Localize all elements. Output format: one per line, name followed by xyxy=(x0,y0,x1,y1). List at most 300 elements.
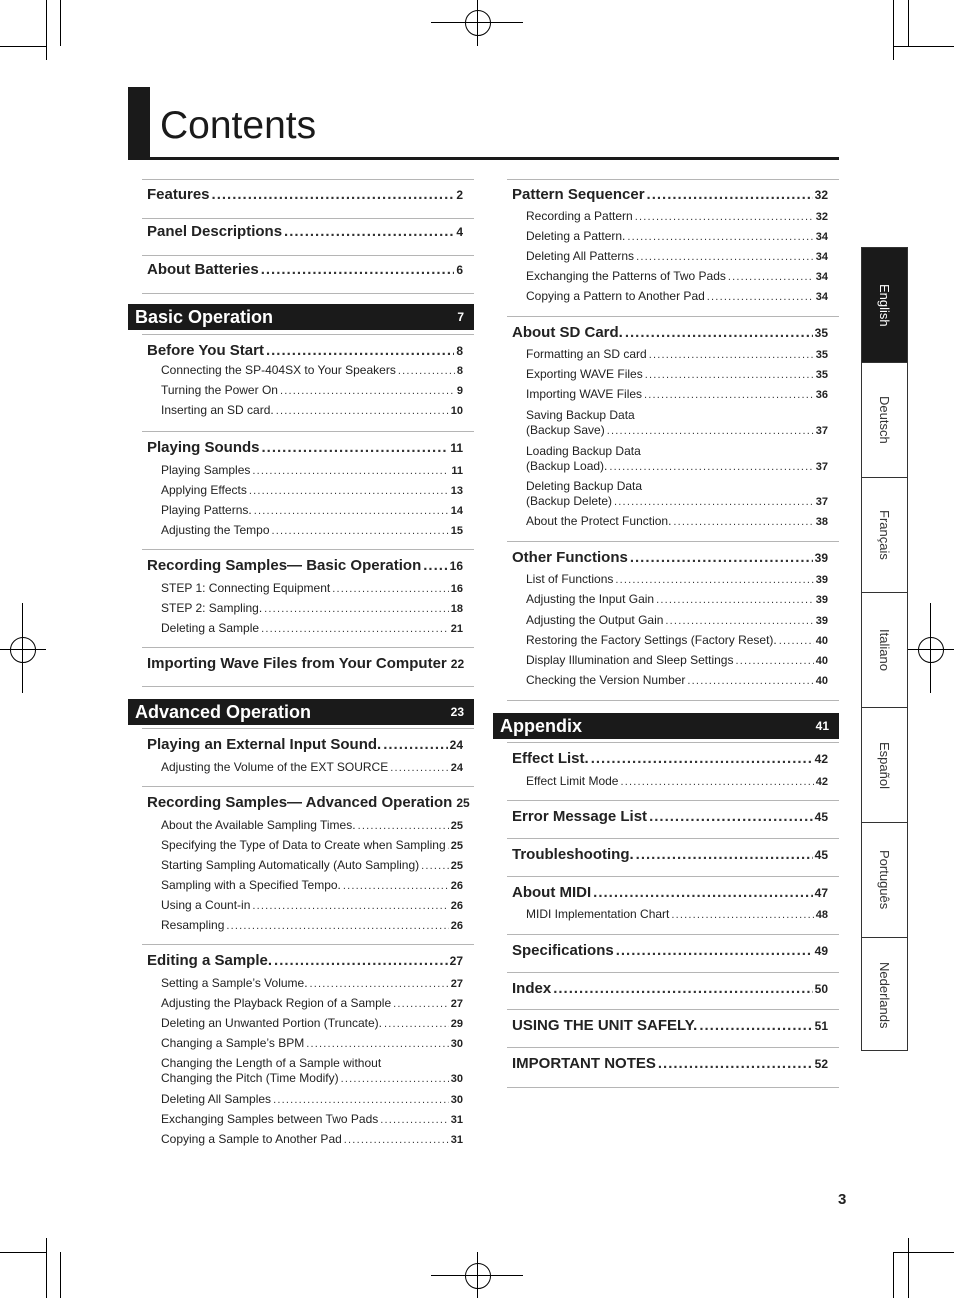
page-ref: 18 xyxy=(450,603,463,615)
leader-dots xyxy=(343,880,449,892)
toc-subentry[interactable] xyxy=(526,572,828,586)
leader-dots xyxy=(593,884,812,901)
toc-subentry[interactable] xyxy=(526,592,828,606)
section-page: 23 xyxy=(450,705,464,719)
leader-dots xyxy=(264,603,449,615)
page-ref: 32 xyxy=(814,188,828,202)
leader-dots xyxy=(393,998,449,1010)
page-ref: 11 xyxy=(451,465,463,477)
leader-dots xyxy=(380,1114,449,1126)
entry-label: Playing Samples xyxy=(161,463,251,477)
page-ref: 27 xyxy=(449,954,463,968)
toc-entry[interactable] xyxy=(512,324,828,341)
divider xyxy=(507,316,839,317)
leader-dots xyxy=(262,439,449,456)
divider xyxy=(507,1009,839,1010)
entry-label: MIDI Implementation Chart xyxy=(526,907,670,921)
toc-entry[interactable] xyxy=(147,223,463,240)
entry-label: Formatting an SD card xyxy=(526,347,647,361)
leader-dots xyxy=(671,909,813,921)
entry-label: About the Available Sampling Times. xyxy=(161,818,356,832)
leader-dots xyxy=(261,261,455,278)
page-ref: 9 xyxy=(456,385,463,397)
divider xyxy=(142,686,474,687)
toc-subentry[interactable] xyxy=(161,503,463,517)
leader-dots xyxy=(645,369,814,381)
divider xyxy=(507,700,839,701)
leader-dots xyxy=(699,1017,812,1034)
entry-label: Applying Effects xyxy=(161,483,247,497)
entry-label: Deleting All Patterns xyxy=(526,249,635,263)
entry-label: Features xyxy=(147,186,210,203)
entry-label: Adjusting the Output Gain xyxy=(526,613,664,627)
page-ref: 42 xyxy=(814,752,828,766)
divider xyxy=(507,838,839,839)
page-ref: 16 xyxy=(449,559,463,573)
page-ref: 26 xyxy=(450,880,463,892)
toc-entry[interactable] xyxy=(147,655,463,672)
leader-dots xyxy=(284,223,454,240)
page-ref: 30 xyxy=(450,1094,463,1106)
page-ref: 24 xyxy=(450,762,463,774)
toc-subentry[interactable] xyxy=(161,996,463,1010)
entry-label: Before You Start xyxy=(147,342,264,359)
divider xyxy=(142,431,474,432)
page-ref: 34 xyxy=(815,271,828,283)
leader-dots xyxy=(649,349,814,361)
language-tab-label: Italiano xyxy=(877,629,892,671)
leader-dots xyxy=(252,900,448,912)
leader-dots xyxy=(254,505,449,517)
toc-subentry[interactable] xyxy=(161,463,463,477)
page-ref: 21 xyxy=(450,623,463,635)
page-ref: 31 xyxy=(450,1134,463,1146)
page-ref: 50 xyxy=(814,982,828,996)
toc-entry[interactable] xyxy=(147,736,463,753)
page-ref: 8 xyxy=(456,344,463,358)
toc-subentry[interactable] xyxy=(526,459,828,473)
entry-label: Playing Sounds xyxy=(147,439,260,456)
leader-dots xyxy=(647,186,813,203)
page-ref: 51 xyxy=(814,1019,828,1033)
entry-label: STEP 1: Connecting Equipment xyxy=(161,581,331,595)
entry-label: Checking the Version Number xyxy=(526,673,686,687)
page-ref: 34 xyxy=(815,291,828,303)
entry-label: Copying a Sample to Another Pad xyxy=(161,1132,342,1146)
toc-entry[interactable] xyxy=(147,952,463,969)
page-ref: 24 xyxy=(449,738,463,752)
toc-subentry[interactable] xyxy=(161,898,463,912)
section-label: Advanced Operation xyxy=(135,701,312,722)
language-tab[interactable] xyxy=(862,478,907,593)
toc-subentry[interactable] xyxy=(526,209,828,223)
toc-subentry[interactable] xyxy=(161,1036,463,1050)
toc-subentry[interactable] xyxy=(161,858,463,872)
entry-label: Editing a Sample. xyxy=(147,952,273,969)
leader-dots xyxy=(673,516,813,528)
language-tab-label: Español xyxy=(877,741,892,789)
leader-dots xyxy=(735,655,813,667)
toc-subentry[interactable] xyxy=(526,347,828,361)
page-ref: 14 xyxy=(450,505,463,517)
entry-label: Changing the Length of a Sample without xyxy=(161,1056,382,1070)
page-ref: 39 xyxy=(814,551,828,565)
page-ref: 35 xyxy=(815,349,828,361)
language-tab[interactable] xyxy=(862,708,907,823)
page-ref: 36 xyxy=(815,389,828,401)
language-tab[interactable] xyxy=(862,363,907,478)
entry-label: Resampling xyxy=(161,918,225,932)
language-tab-label: Nederlands xyxy=(877,962,892,1029)
page-ref: 31 xyxy=(450,1114,463,1126)
leader-dots xyxy=(398,365,455,377)
toc-entry[interactable] xyxy=(512,884,828,901)
page-ref: 29 xyxy=(450,1018,463,1030)
toc-subentry[interactable] xyxy=(161,818,463,832)
leader-dots xyxy=(609,461,813,473)
entry-label: Using a Count-in xyxy=(161,898,251,912)
leader-dots xyxy=(384,1018,449,1030)
entry-label: About Batteries xyxy=(147,261,259,278)
title-bar xyxy=(128,87,150,158)
language-tab-label: Deutsch xyxy=(877,396,892,444)
entry-label: Exchanging the Patterns of Two Pads xyxy=(526,269,726,283)
leader-dots xyxy=(344,1134,449,1146)
leader-dots xyxy=(423,557,447,574)
page-ref: 32 xyxy=(815,211,828,223)
page-ref: 27 xyxy=(450,998,463,1010)
toc-entry[interactable] xyxy=(512,808,828,825)
toc-subentry[interactable] xyxy=(161,483,463,497)
toc-subentry[interactable] xyxy=(526,633,828,647)
toc-subentry[interactable] xyxy=(526,367,828,381)
leader-dots xyxy=(627,231,813,243)
divider xyxy=(142,218,474,219)
page-ref: 34 xyxy=(815,251,828,263)
page-ref: 45 xyxy=(814,810,828,824)
leader-dots xyxy=(635,211,814,223)
toc-subentry[interactable] xyxy=(161,760,463,774)
entry-label: Inserting an SD card. xyxy=(161,403,274,417)
entry-label: About MIDI xyxy=(512,884,592,901)
toc-subentry[interactable] xyxy=(161,383,463,397)
toc-subentry[interactable] xyxy=(526,774,828,788)
entry-label: Connecting the SP-404SX to Your Speakers xyxy=(161,363,396,377)
entry-label: Other Functions xyxy=(512,549,628,566)
language-tab[interactable] xyxy=(862,593,907,708)
entry-label: List of Functions xyxy=(526,572,614,586)
divider xyxy=(142,647,474,648)
leader-dots xyxy=(273,1094,449,1106)
toc-subentry[interactable] xyxy=(526,387,828,401)
divider xyxy=(142,549,474,550)
entry-label: Changing a Sample’s BPM xyxy=(161,1036,305,1050)
entry-label: Recording a Pattern xyxy=(526,209,633,223)
entry-label: Saving Backup Data xyxy=(526,408,635,422)
divider xyxy=(142,786,474,787)
leader-dots xyxy=(276,405,449,417)
entry-label: Adjusting the Volume of the EXT SOURCE xyxy=(161,760,389,774)
entry-label: Changing the Pitch (Time Modify) xyxy=(161,1071,339,1085)
page-ref: 39 xyxy=(815,615,828,627)
leader-dots xyxy=(310,978,449,990)
toc-subentry[interactable] xyxy=(161,581,463,595)
leader-dots xyxy=(644,389,814,401)
leader-dots xyxy=(614,496,814,508)
page-ref: 25 xyxy=(450,840,463,852)
toc-subentry[interactable] xyxy=(161,621,463,635)
entry-label: Recording Samples— Basic Operation xyxy=(147,557,422,574)
toc-entry[interactable] xyxy=(147,186,463,203)
leader-dots xyxy=(728,271,814,283)
leader-dots xyxy=(707,291,814,303)
page-ref: 37 xyxy=(815,496,828,508)
toc-subentry[interactable] xyxy=(161,601,463,615)
entry-label: Importing WAVE Files xyxy=(526,387,643,401)
toc-subentry[interactable] xyxy=(526,229,828,243)
toc-subentry[interactable] xyxy=(526,907,828,921)
entry-label: Effect Limit Mode xyxy=(526,774,619,788)
leader-dots xyxy=(591,750,813,767)
leader-dots xyxy=(625,324,813,341)
leader-dots xyxy=(630,549,813,566)
page-ref: 38 xyxy=(815,516,828,528)
entry-label: Specifying the Type of Data to Create when Sampling xyxy=(161,838,446,852)
divider xyxy=(142,334,474,335)
toc-subentry[interactable] xyxy=(161,1016,463,1030)
leader-dots xyxy=(448,840,449,852)
divider xyxy=(507,742,839,743)
page-ref: 6 xyxy=(456,263,463,277)
section-page: 41 xyxy=(815,719,829,733)
page-ref: 11 xyxy=(450,441,463,455)
divider xyxy=(507,1047,839,1048)
leader-dots xyxy=(658,1055,813,1072)
entry-label: Restoring the Factory Settings (Factory Reset). xyxy=(526,633,777,647)
page-ref: 25 xyxy=(456,796,470,810)
divider xyxy=(507,179,839,180)
page-ref: 30 xyxy=(450,1073,463,1085)
leader-dots xyxy=(252,465,449,477)
entry-label: Panel Descriptions xyxy=(147,223,283,240)
toc-entry[interactable] xyxy=(147,261,463,278)
toc-subentry[interactable] xyxy=(526,514,828,528)
leader-dots xyxy=(779,635,814,647)
divider xyxy=(507,972,839,973)
entry-label: Loading Backup Data xyxy=(526,444,641,458)
toc-entry[interactable] xyxy=(512,750,828,767)
entry-label: Adjusting the Tempo xyxy=(161,523,270,537)
toc-subentry[interactable] xyxy=(526,249,828,263)
entry-label: Playing an External Input Sound. xyxy=(147,736,382,753)
toc-subentry[interactable] xyxy=(161,878,463,892)
page-ref: 26 xyxy=(450,920,463,932)
entry-label: About the Protect Function. xyxy=(526,514,672,528)
entry-label: Deleting an Unwanted Portion (Truncate). xyxy=(161,1016,383,1030)
toc-subentry[interactable] xyxy=(161,976,463,990)
leader-dots xyxy=(649,808,813,825)
toc-subentry[interactable] xyxy=(161,838,463,852)
leader-dots xyxy=(607,425,814,437)
toc-entry[interactable] xyxy=(512,942,828,959)
entry-label: (Backup Delete) xyxy=(526,494,613,508)
toc-entry[interactable] xyxy=(512,846,828,863)
toc-entry[interactable] xyxy=(512,1055,828,1072)
page-ref: 4 xyxy=(456,225,463,239)
leader-dots xyxy=(656,594,814,606)
entry-label: (Backup Save) xyxy=(526,423,605,437)
page-number: 3 xyxy=(838,1191,847,1208)
page-ref: 26 xyxy=(450,900,463,912)
leader-dots xyxy=(636,251,814,263)
divider xyxy=(507,541,839,542)
entry-label: Playing Patterns. xyxy=(161,503,252,517)
leader-dots xyxy=(665,615,813,627)
entry-label: Turning the Power On xyxy=(161,383,278,397)
divider xyxy=(507,934,839,935)
entry-label: Error Message List xyxy=(512,808,648,825)
page-ref: 35 xyxy=(815,369,828,381)
leader-dots xyxy=(421,860,449,872)
leader-dots xyxy=(226,920,448,932)
leader-dots xyxy=(249,485,449,497)
leader-dots xyxy=(274,952,448,969)
language-tab-label: Français xyxy=(877,510,892,560)
leader-dots xyxy=(280,385,455,397)
entry-label: USING THE UNIT SAFELY. xyxy=(512,1017,698,1034)
page-ref: 47 xyxy=(814,886,828,900)
language-tabs xyxy=(861,247,908,1051)
entry-label: About SD Card. xyxy=(512,324,623,341)
page-ref: 16 xyxy=(450,583,463,595)
entry-label: Sampling with a Specified Tempo. xyxy=(161,878,341,892)
toc-subentry[interactable] xyxy=(161,1092,463,1106)
section-label: Basic Operation xyxy=(135,306,274,327)
toc-subentry[interactable] xyxy=(161,1071,463,1085)
entry-label: (Backup Load). xyxy=(526,459,608,473)
toc-subentry[interactable] xyxy=(161,1132,463,1146)
entry-label: Copying a Pattern to Another Pad xyxy=(526,289,705,303)
entry-label: STEP 2: Sampling. xyxy=(161,601,263,615)
page-ref: 34 xyxy=(815,231,828,243)
page-ref: 35 xyxy=(814,326,828,340)
language-tab-label: Português xyxy=(877,850,892,910)
page-ref: 37 xyxy=(815,425,828,437)
leader-dots xyxy=(272,525,449,537)
page-ref: 10 xyxy=(450,405,463,417)
title-rule xyxy=(128,157,839,160)
leader-dots xyxy=(390,762,449,774)
divider xyxy=(507,1087,839,1088)
toc-subentry[interactable] xyxy=(526,653,828,667)
entry-label: Index xyxy=(512,980,552,997)
toc-entry[interactable] xyxy=(512,186,828,203)
language-tab[interactable] xyxy=(862,938,907,1053)
page-ref: 45 xyxy=(814,848,828,862)
toc-subentry[interactable] xyxy=(526,613,828,627)
page-title: Contents xyxy=(160,104,317,147)
leader-dots xyxy=(358,820,449,832)
leader-dots xyxy=(261,623,449,635)
entry-label: Recording Samples— Advanced Operation xyxy=(147,794,453,811)
toc-subentry[interactable] xyxy=(526,494,828,508)
page-ref: 40 xyxy=(815,635,828,647)
toc-entry[interactable] xyxy=(512,1017,828,1034)
toc-entry[interactable] xyxy=(147,794,470,811)
toc-subentry[interactable] xyxy=(526,269,828,283)
language-tab-label: English xyxy=(877,283,892,327)
entry-label: Specifications xyxy=(512,942,614,959)
toc-subentry[interactable] xyxy=(161,403,463,417)
entry-label: Starting Sampling Automatically (Auto Sampling) xyxy=(161,858,420,872)
entry-label: Adjusting the Playback Region of a Sample xyxy=(161,996,392,1010)
page-ref: 25 xyxy=(450,860,463,872)
page-ref: 8 xyxy=(456,365,463,377)
page-ref: 37 xyxy=(815,461,828,473)
toc-entry[interactable] xyxy=(512,980,828,997)
entry-label: Exporting WAVE Files xyxy=(526,367,643,381)
page-ref: 22 xyxy=(450,657,465,671)
entry-label: Display Illumination and Sleep Settings xyxy=(526,653,734,667)
page-ref: 40 xyxy=(815,655,828,667)
toc-subentry[interactable] xyxy=(161,1112,463,1126)
section-header[interactable] xyxy=(128,304,474,330)
leader-dots xyxy=(620,776,813,788)
toc-subentry[interactable] xyxy=(526,289,828,303)
page-ref: 48 xyxy=(815,909,828,921)
entry-label: Pattern Sequencer xyxy=(512,186,645,203)
section-header[interactable] xyxy=(128,699,474,725)
entry-label: Exchanging Samples between Two Pads xyxy=(161,1112,379,1126)
page-ref: 15 xyxy=(450,525,463,537)
divider xyxy=(142,255,474,256)
toc-subentry[interactable] xyxy=(161,523,463,537)
entry-label: Deleting a Sample xyxy=(161,621,260,635)
entry-label: Effect List. xyxy=(512,750,589,767)
leader-dots xyxy=(306,1038,449,1050)
toc-subentry[interactable] xyxy=(161,918,463,932)
leader-dots xyxy=(636,846,813,863)
divider xyxy=(142,944,474,945)
divider xyxy=(142,728,474,729)
leader-dots xyxy=(687,675,813,687)
language-tab[interactable] xyxy=(862,248,907,363)
page-ref: 30 xyxy=(450,1038,463,1050)
page-ref: 52 xyxy=(814,1057,828,1071)
entry-label: Deleting Backup Data xyxy=(526,479,643,493)
toc-subentry[interactable] xyxy=(161,363,463,377)
page-ref: 27 xyxy=(450,978,463,990)
entry-label: Adjusting the Input Gain xyxy=(526,592,655,606)
leader-dots xyxy=(615,574,813,586)
leader-dots xyxy=(212,186,455,203)
toc-entry[interactable] xyxy=(512,549,828,566)
divider xyxy=(142,293,474,294)
toc-entry[interactable] xyxy=(147,557,463,574)
toc-entry[interactable] xyxy=(147,342,463,359)
toc-entry[interactable] xyxy=(147,439,463,456)
toc-subentry[interactable] xyxy=(526,423,828,437)
entry-label: Setting a Sample’s Volume. xyxy=(161,976,308,990)
entry-label: Troubleshooting. xyxy=(512,846,634,863)
section-page: 7 xyxy=(457,310,464,324)
section-header[interactable] xyxy=(493,713,839,739)
page-ref: 39 xyxy=(815,594,828,606)
divider xyxy=(507,876,839,877)
leader-dots xyxy=(332,583,449,595)
language-tab[interactable] xyxy=(862,823,907,938)
toc-subentry[interactable] xyxy=(526,673,828,687)
